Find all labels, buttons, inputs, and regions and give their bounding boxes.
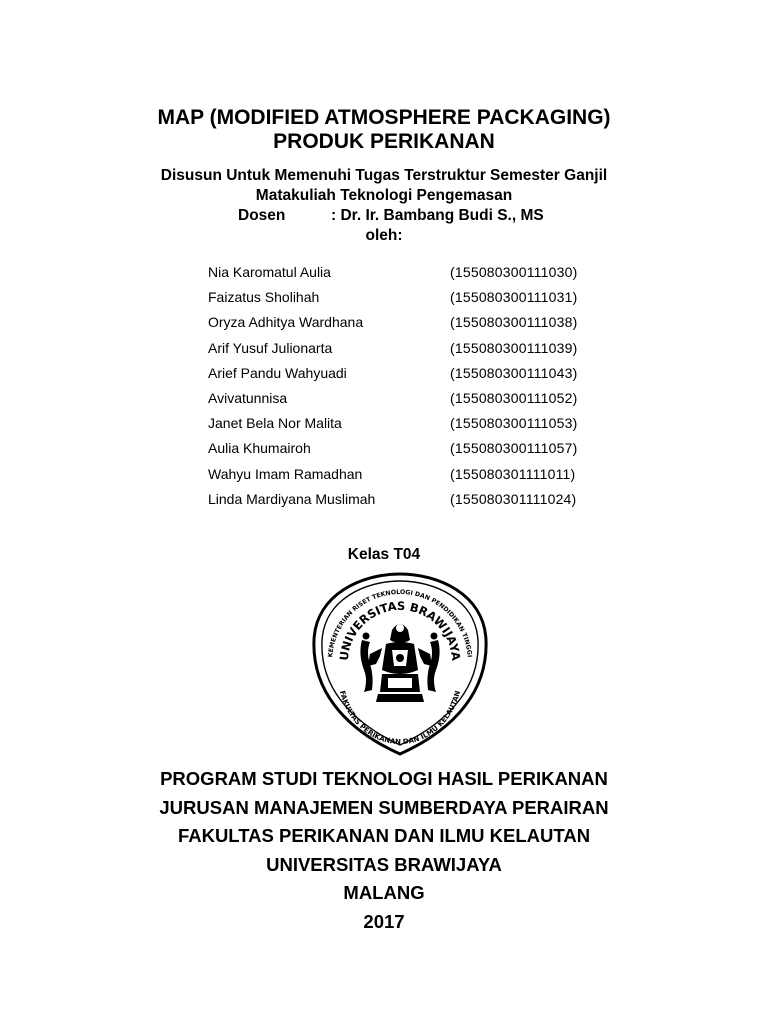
member-nim: (155080300111030): [450, 264, 578, 280]
kelas-label: Kelas T04: [347, 546, 421, 563]
member-name: Faizatus Sholihah: [208, 289, 320, 306]
member-nim: (155080300111053): [450, 415, 578, 432]
member-name: Janet Bela Nor Malita: [208, 415, 342, 432]
university-seal-logo: [308, 570, 492, 758]
member-nim: (155080300111038): [450, 314, 578, 331]
oleh-label: oleh:: [365, 227, 403, 244]
footer-line-1: PROGRAM STUDI TEKNOLOGI HASIL PERIKANAN: [160, 768, 608, 789]
seal-ring-text: KEMENTERIAN RISET TEKNOLOGI DAN PENDIDIKAN TINGGI: [327, 588, 473, 658]
footer-line-2: JURUSAN MANAJEMEN SUMBERDAYA PERAIRAN: [159, 796, 609, 818]
member-name: Nia Karomatul Aulia: [208, 264, 331, 280]
list-item: [208, 287, 608, 312]
title-line-1: MAP (MODIFIED ATMOSPHERE PACKAGING): [157, 106, 611, 129]
member-nim: (155080300111031): [450, 289, 578, 306]
member-name: Wahyu Imam Ramadhan: [208, 465, 363, 482]
member-name: Oryza Adhitya Wardhana: [208, 314, 364, 331]
subtitle-line-2: Matakuliah Teknologi Pengemasan: [255, 187, 513, 204]
list-item: [208, 388, 608, 413]
member-nim: (155080301111024): [450, 490, 577, 507]
member-name: Avivatunnisa: [208, 389, 288, 406]
member-name: Aulia Khumairoh: [208, 440, 311, 457]
subtitle-line-1: Disusun Untuk Memenuhi Tugas Terstruktur Semester Ganjil: [160, 167, 608, 184]
list-item: [208, 262, 608, 287]
member-name: Linda Mardiyana Muslimah: [208, 490, 376, 507]
member-nim: (155080301111011): [450, 465, 576, 482]
list-item: [208, 338, 608, 363]
list-item: [208, 312, 608, 337]
title-line-2: PRODUK PERIKANAN: [273, 130, 495, 153]
seal-faculty-text: FAKULTAS PERIKANAN DAN ILMU KELAUTAN: [337, 689, 463, 747]
list-item: [208, 464, 608, 489]
footer-line-6: 2017: [363, 910, 405, 932]
footer-line-3: FAKULTAS PERIKANAN DAN ILMU KELAUTAN: [177, 825, 591, 846]
member-nim: (155080300111043): [450, 364, 578, 381]
list-item: [208, 363, 608, 388]
footer-line-4: UNIVERSITAS BRAWIJAYA: [266, 853, 502, 875]
member-list: [208, 262, 608, 514]
list-item: [208, 413, 608, 438]
member-nim: (155080300111052): [450, 389, 578, 406]
member-nim: (155080300111057): [450, 440, 578, 457]
dosen-value: : Dr. Ir. Bambang Budi S., MS: [331, 207, 544, 224]
member-name: Arif Yusuf Julionarta: [208, 339, 333, 356]
list-item: [208, 489, 608, 514]
seal-university-text: UNIVERSITAS BRAWIJAYA: [336, 598, 464, 662]
footer-line-5: MALANG: [343, 882, 425, 903]
dosen-label: Dosen: [238, 207, 286, 224]
member-name: Arief Pandu Wahyuadi: [208, 364, 347, 381]
list-item: [208, 438, 608, 463]
member-nim: (155080300111039): [450, 339, 578, 356]
institution-block: [0, 765, 768, 936]
